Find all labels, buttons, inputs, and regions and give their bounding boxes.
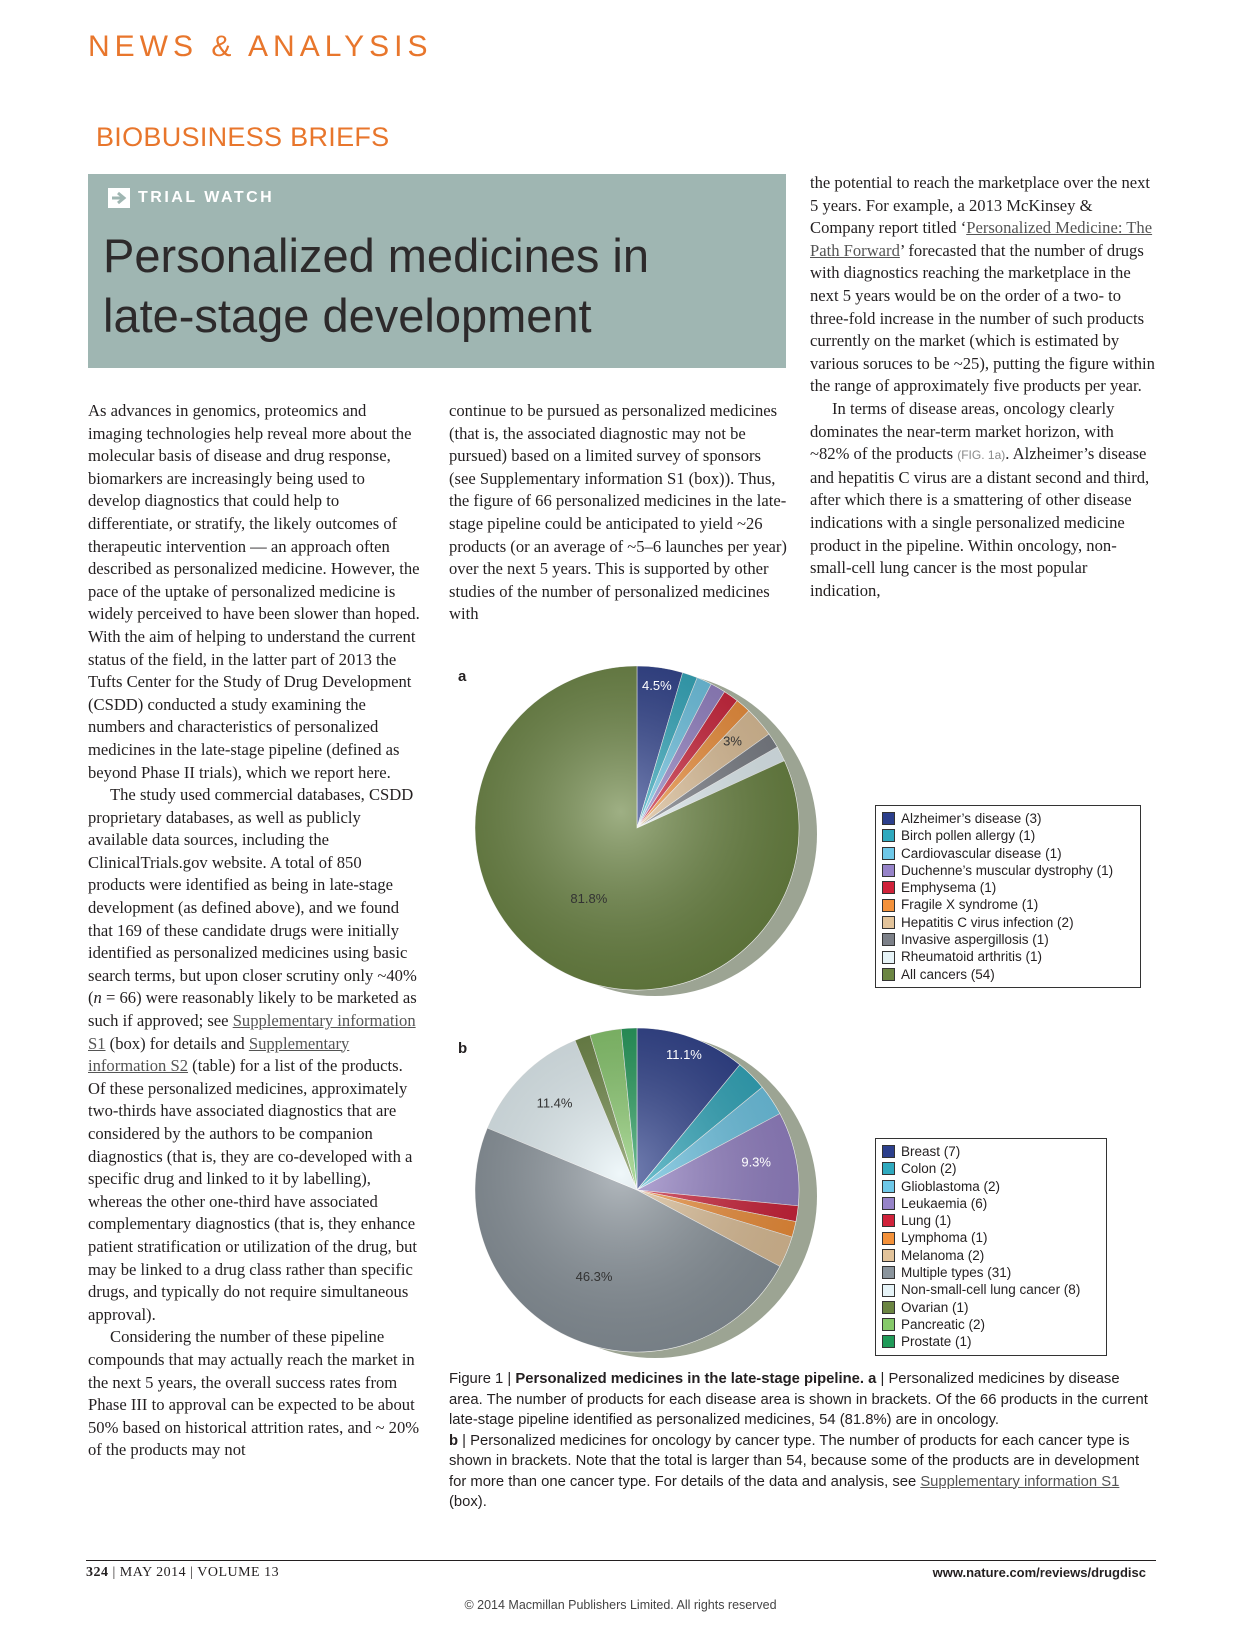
pie-data-label: 9.3% — [741, 1154, 771, 1170]
pie-shading — [475, 1028, 799, 1352]
legend-swatch — [882, 847, 895, 860]
legend-swatch — [882, 864, 895, 877]
footer-issue: 324 | MAY 2014 | VOLUME 13 — [86, 1565, 280, 1580]
legend-label: Cardiovascular disease (1) — [901, 845, 1062, 861]
legend-label: Multiple types (31) — [901, 1265, 1012, 1281]
legend-swatch — [882, 829, 895, 842]
legend-label: Ovarian (1) — [901, 1299, 969, 1315]
supplementary-s2-link[interactable]: Supplementary information S2 — [88, 1033, 350, 1076]
legend-label: Colon (2) — [901, 1161, 957, 1177]
legend-label: Alzheimer’s disease (3) — [901, 811, 1042, 826]
legend-item — [882, 1281, 1098, 1298]
legend-label: All cancers (54) — [901, 966, 995, 982]
paragraph: continue to be pursued as personalized medicines (that is, the associated diagnostic may not be pursued) based on a limited survey of sponsors (see Supplementary information S1 (box)). Thus, the figure of 66 personalized medicines in the late-stage pipeline could be anticipated to yield ~26 products (or an average of ~5–6 launches per year) over the next 5 years. This is supported by other studies of the number of personalized medicines with — [449, 401, 787, 624]
legend-label: Pancreatic (2) — [901, 1316, 986, 1332]
legend-label: Non-small-cell lung cancer (8) — [901, 1282, 1081, 1298]
legend-item — [882, 1229, 1098, 1246]
caption-supplementary-link[interactable]: Supplementary information S1 — [920, 1473, 1120, 1490]
footer-divider — [86, 1560, 1156, 1561]
legend-a — [875, 805, 1141, 988]
legend-item — [882, 931, 1132, 948]
column-1 — [88, 400, 421, 1462]
pie-data-label: 11.1% — [665, 1046, 702, 1062]
legend-item — [882, 1178, 1098, 1195]
figure-caption: Figure 1 | Personalized medicines in the late-stage pipeline. a | Personalized medicines by disease area. The number of products for each disease area is shown in brackets. Of the 66 products in the current late-stage pipeline identified as personalized medicines, 54 (81.8%) are in oncology. b | Personalized medicines for oncology by cancer type. The number of products for each cancer type is shown in brackets. Note that the total is larger than 54, because some of the products are in development for more than one cancer type. For details of the data and analysis, see Supplementary information S1 (box). — [449, 1371, 1148, 1510]
legend-swatch — [882, 1232, 895, 1245]
figure-reference[interactable]: (FIG. 1a) — [957, 448, 1006, 463]
legend-label: Duchenne’s muscular dystrophy (1) — [901, 862, 1114, 878]
legend-swatch — [882, 1318, 895, 1331]
legend-label: Melanoma (2) — [901, 1247, 985, 1263]
column-3 — [810, 172, 1156, 602]
legend-label: Emphysema (1) — [901, 880, 997, 896]
legend-swatch — [882, 933, 895, 946]
legend-swatch — [882, 1214, 895, 1227]
paragraph: In terms of disease areas, oncology clearly dominates the near-term market horizon, with ~82% of the products (FIG. 1a). Alzheimer’s disease and hepatitis C virus are a distant second and third, after which there is a smattering of other disease indications with a single personalized medicine product in the pipeline. Within oncology, non-small-cell lung cancer is the most popular indication, — [810, 398, 1150, 600]
legend-swatch — [882, 951, 895, 964]
legend-swatch — [882, 968, 895, 981]
mckinsey-report-link[interactable]: Personalized Medicine: The Path Forward — [810, 218, 1153, 260]
paragraph: Considering the number of these pipeline compounds that may actually reach the market in the next 5 years, the overall success rates from Phase III to approval can be expected to be about 50% based on historical attrition rates, and ~ 20% of the products may not — [88, 1327, 420, 1460]
pie-chart-b — [460, 1012, 860, 1362]
legend-label: Lung (1) — [901, 1213, 952, 1229]
legend-label: Glioblastoma (2) — [901, 1178, 1001, 1194]
legend-swatch — [882, 1335, 895, 1348]
legend-item — [882, 1333, 1098, 1350]
supplementary-s1-link[interactable]: Supplementary information S1 — [88, 1011, 416, 1053]
article-title — [103, 226, 763, 346]
legend-item — [882, 1247, 1098, 1264]
legend-swatch — [882, 1284, 895, 1297]
pie-shading — [475, 666, 799, 990]
pie-data-label: 11.4% — [536, 1095, 573, 1111]
legend-swatch — [882, 1301, 895, 1314]
legend-swatch — [882, 1162, 895, 1175]
column-2 — [449, 400, 787, 626]
legend-item — [882, 1143, 1098, 1160]
legend-item — [882, 810, 1132, 827]
legend-label: Leukaemia (6) — [901, 1195, 988, 1211]
panel-label-a: a — [458, 668, 467, 685]
trial-watch-label — [108, 188, 274, 208]
legend-item — [882, 1195, 1098, 1212]
legend-label: Fragile X syndrome (1) — [901, 897, 1039, 913]
arrow-icon — [108, 188, 130, 208]
legend-item — [882, 845, 1132, 862]
legend-item — [882, 827, 1132, 844]
legend-swatch — [882, 1266, 895, 1279]
paragraph: As advances in genomics, proteomics and imaging technologies help reveal more about the molecular basis of disease and drug response, biomarkers are increasingly being used to develop diagnostics that could help to differentiate, or stratify, the likely outcomes of therapeutic intervention — an approach often described as personalized medicine. However, the pace of the uptake of personalized medicine is widely perceived to have been slower than hoped. With the aim of helping to understand the current status of the field, in the latter part of 2013 the Tufts Center for the Study of Drug Development (CSDD) conducted a study examining the numbers and characteristics of personalized medicines in the late-stage pipeline (defined as beyond Phase II trials), which we report here. — [88, 401, 420, 782]
paragraph: The study used commercial databases, CSDD proprietary databases, as well as publicly available data sources, including the ClinicalTrials.gov website. A total of 850 products were identified as being in late-stage development (as defined above), and we found that 169 of these candidate drugs were initially identified as personalized medicines using basic search terms, but upon closer scrutiny only ~40% (n = 66) were reasonably likely to be marketed as such if approved; see Supplementary information S1 (box) for details and Supplementary information S2 (table) for a list of the products. Of these personalized medicines, approximately two-thirds have associated diagnostics that are considered by the authors to be companion diagnostics (that is, they are co-developed with a specific drug and linked to it by labelling), whereas the other one-third have associated complementary diagnostics (that is, they enhance patient stratification or utilization of the drug, but may be linked to a drug class rather than specific drugs, and typically do not require simultaneous approval). — [88, 785, 418, 1324]
legend-swatch — [882, 899, 895, 912]
title-banner — [88, 174, 786, 368]
legend-swatch — [882, 1249, 895, 1262]
legend-label: Hepatitis C virus infection (2) — [901, 914, 1074, 930]
legend-item — [882, 948, 1132, 965]
pie-data-label: 46.3% — [575, 1268, 613, 1284]
copyright: © 2014 Macmillan Publishers Limited. All rights reserved — [464, 1598, 777, 1612]
pie-data-label: 3% — [723, 733, 742, 749]
legend-label: Prostate (1) — [901, 1334, 972, 1350]
legend-label: Breast (7) — [901, 1144, 961, 1159]
legend-swatch — [882, 1197, 895, 1210]
footer-url[interactable]: www.nature.com/reviews/drugdisc — [932, 1565, 1146, 1580]
legend-item — [882, 1264, 1098, 1281]
title-line-1: Personalized medicines in — [103, 229, 650, 282]
legend-b — [875, 1138, 1107, 1356]
pie-chart-a — [460, 650, 860, 1000]
legend-item — [882, 914, 1132, 931]
legend-item — [882, 896, 1132, 913]
legend-item — [882, 1316, 1098, 1333]
legend-item — [882, 879, 1132, 896]
legend-label: Lymphoma (1) — [901, 1230, 988, 1246]
legend-item — [882, 966, 1132, 983]
legend-label: Rheumatoid arthritis (1) — [901, 949, 1043, 965]
legend-item — [882, 1160, 1098, 1177]
legend-label: Invasive aspergillosis (1) — [901, 932, 1049, 948]
title-line-2: late-stage development — [103, 289, 592, 342]
pie-data-label: 4.5% — [642, 678, 672, 694]
legend-item — [882, 862, 1132, 879]
section-subheader: BIOBUSINESS BRIEFS — [96, 122, 390, 152]
legend-swatch — [882, 1145, 895, 1158]
legend-swatch — [882, 916, 895, 929]
section-header: NEWS & ANALYSIS — [88, 30, 433, 63]
paragraph: the potential to reach the marketplace over the next 5 years. For example, a 2013 McKinsey & Company report titled ‘Personalized Medicine: The Path Forward’ forecasted that the number of drugs with diagnostics reaching the marketplace in the next 5 years would be on the order of a two- to three-fold increase in the number of such products currently on the market (which is estimated by various soruces to be ~25), putting the figure within the range of approximately five products per year. — [810, 173, 1155, 396]
pie-data-label: 81.8% — [570, 890, 608, 906]
legend-item — [882, 1212, 1098, 1229]
legend-item — [882, 1299, 1098, 1316]
trial-watch-text: TRIAL WATCH — [138, 189, 275, 206]
panel-label-b: b — [458, 1040, 468, 1057]
legend-label: Birch pollen allergy (1) — [901, 828, 1036, 844]
legend-swatch — [882, 812, 895, 825]
legend-swatch — [882, 1180, 895, 1193]
legend-swatch — [882, 881, 895, 894]
